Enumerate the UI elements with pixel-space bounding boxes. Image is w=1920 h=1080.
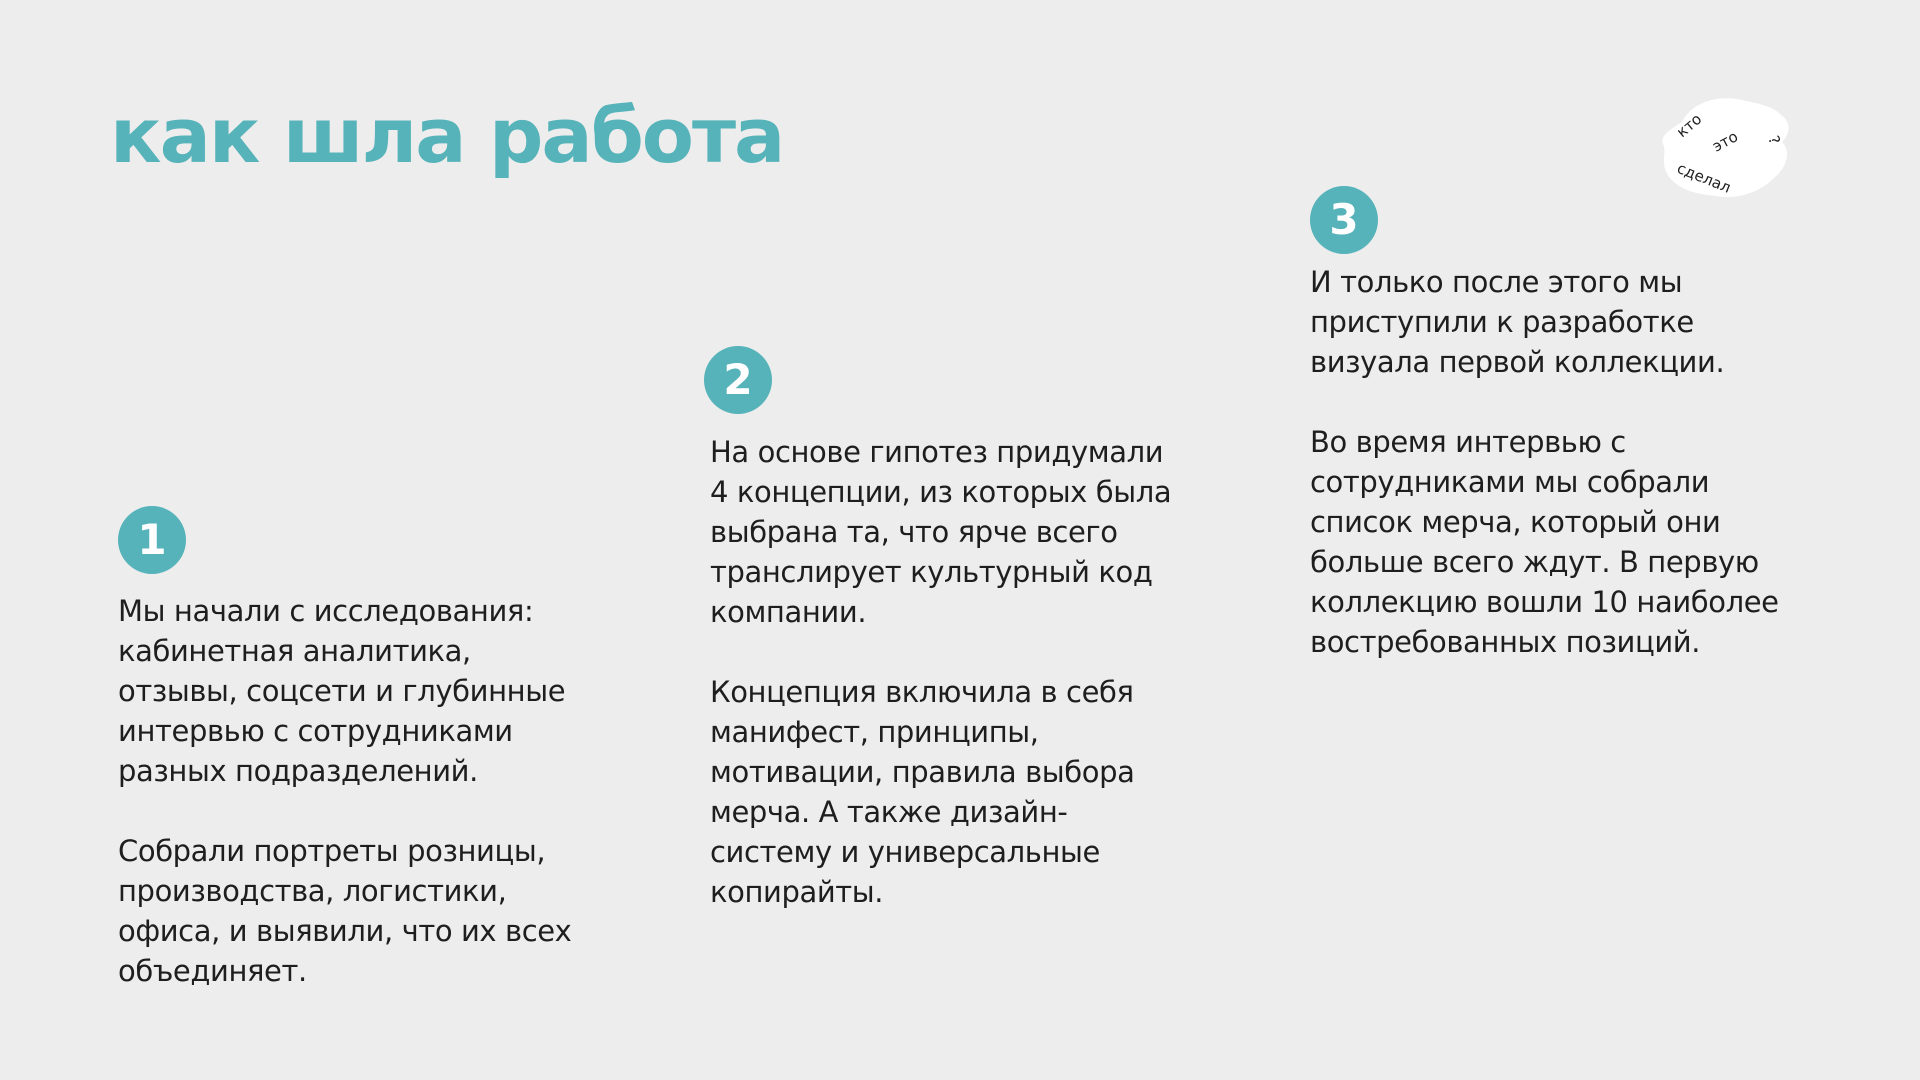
step-2: [703, 346, 1243, 912]
step-1: [118, 506, 638, 991]
step-paragraph: Мы начали с исследования: кабинетная аналитика, отзывы, соцсети и глубинные интервью с сотрудниками разных подразделений.: [118, 594, 566, 788]
step-number-badge: 1: [118, 506, 186, 574]
step-paragraph: Концепция включила в себя манифест, принципы, мотивации, правила выбора мерча. А также дизайн- систему и универсальные копирайты.: [710, 675, 1135, 909]
svg-text:?: ?: [1764, 133, 1784, 147]
step-paragraph: Собрали портреты розницы, производства, логистики, офиса, и выявили, что их всех объединяет.: [118, 834, 572, 988]
svg-text:это: это: [1709, 127, 1741, 156]
step-paragraph: Во время интервью с сотрудниками мы собрали список мерча, который они больше всего ждут. В первую коллекцию вошли 10 наиболее востребованных позиций.: [1310, 425, 1779, 659]
step-3: [1310, 186, 1870, 662]
step-paragraph: На основе гипотез придумали 4 концепции, из которых была выбрана та, что ярче всего транслирует культурный код компании.: [710, 435, 1172, 629]
svg-text:кто: кто: [1673, 109, 1706, 142]
page-title: как шла работа: [110, 91, 784, 180]
svg-text:сделал: сделал: [1674, 159, 1734, 197]
step-number-badge: 2: [704, 346, 772, 414]
step-number-badge: 3: [1310, 186, 1378, 254]
step-paragraph: И только после этого мы приступили к разработке визуала первой коллекции.: [1310, 265, 1725, 379]
